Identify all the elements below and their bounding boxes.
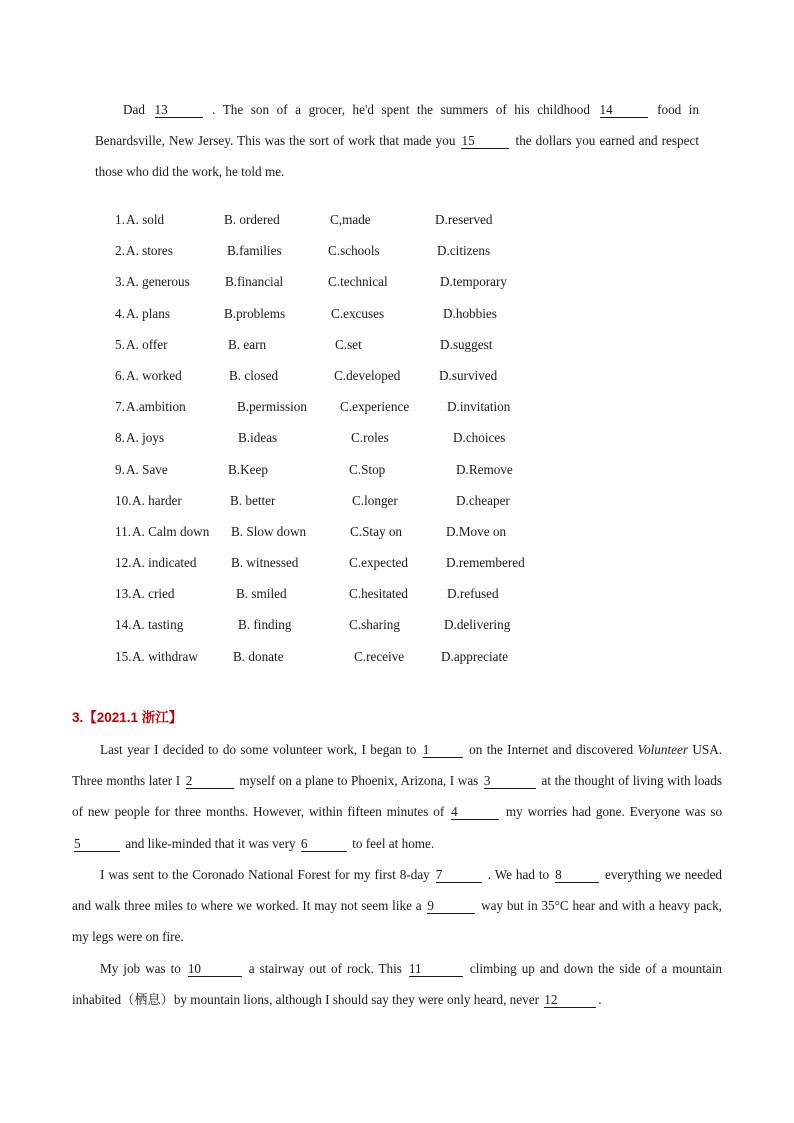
option-a[interactable]: A. Save bbox=[126, 461, 168, 477]
question-number: 9. bbox=[115, 461, 125, 477]
blank-13[interactable]: 13 bbox=[155, 103, 203, 118]
section-heading: 3.【2021.1 浙江】 bbox=[72, 710, 183, 725]
blank-3[interactable]: 3 bbox=[484, 774, 536, 789]
option-d[interactable]: D.hobbies bbox=[443, 305, 497, 321]
blank-1[interactable]: 1 bbox=[423, 743, 463, 758]
option-c[interactable]: C.excuses bbox=[331, 305, 385, 321]
option-a[interactable]: A.ambition bbox=[126, 399, 186, 415]
blank-11[interactable]: 11 bbox=[409, 962, 463, 977]
passage-paragraph-2: I was sent to the Coronado National Forest for my first 8-day 7 . We had to 8 everything we needed and walk three miles to where we worked. It may not seem like a 9 way but in 35°C hear and with a heavy pack, my legs were on fire. bbox=[72, 867, 723, 945]
option-d[interactable]: D.cheaper bbox=[456, 492, 510, 508]
option-d[interactable]: D.suggest bbox=[440, 336, 493, 352]
option-d[interactable]: D.citizens bbox=[437, 243, 491, 259]
option-a[interactable]: A. worked bbox=[126, 367, 182, 383]
option-c[interactable]: C.set bbox=[335, 336, 362, 352]
question-number: 7. bbox=[115, 399, 125, 415]
option-b[interactable]: B. ordered bbox=[224, 212, 280, 227]
option-d[interactable]: D.remembered bbox=[446, 555, 525, 571]
option-d[interactable]: D.Remove bbox=[456, 461, 513, 477]
option-b[interactable]: B. smiled bbox=[236, 586, 287, 602]
option-d[interactable]: D.Move on bbox=[446, 523, 507, 539]
blank-6[interactable]: 6 bbox=[301, 837, 347, 852]
option-c[interactable]: C.longer bbox=[352, 492, 398, 508]
blank-12[interactable]: 12 bbox=[544, 993, 596, 1008]
option-b[interactable]: B.permission bbox=[237, 399, 307, 415]
option-c[interactable]: C.developed bbox=[334, 367, 401, 383]
option-b[interactable]: B. witnessed bbox=[231, 555, 299, 571]
question-number: 11. bbox=[115, 523, 131, 539]
option-d[interactable]: D.survived bbox=[439, 367, 498, 383]
option-b[interactable]: B. finding bbox=[238, 617, 292, 633]
option-a[interactable]: A. withdraw bbox=[132, 648, 198, 664]
question-number: 2. bbox=[115, 243, 125, 259]
question-number: 12. bbox=[115, 555, 132, 571]
option-b[interactable]: B.ideas bbox=[238, 430, 278, 446]
option-b[interactable]: B.problems bbox=[224, 305, 286, 321]
option-c[interactable]: C.experience bbox=[340, 399, 410, 415]
blank-14[interactable]: 14 bbox=[600, 103, 648, 118]
option-d[interactable]: D.refused bbox=[447, 586, 499, 602]
option-c[interactable]: C.Stay on bbox=[350, 523, 403, 539]
question-number: 14. bbox=[115, 617, 132, 633]
question-number: 5. bbox=[115, 336, 125, 352]
option-d[interactable]: D.reserved bbox=[435, 212, 493, 227]
option-d[interactable]: D.delivering bbox=[444, 617, 511, 633]
option-b[interactable]: B.financial bbox=[225, 274, 284, 290]
option-b[interactable]: B. Slow down bbox=[231, 523, 307, 539]
option-b[interactable]: B.families bbox=[227, 243, 282, 259]
question-number: 3. bbox=[115, 274, 125, 290]
question-number: 8. bbox=[115, 430, 125, 446]
option-c[interactable]: C.technical bbox=[328, 274, 388, 290]
option-a[interactable]: A. indicated bbox=[132, 555, 197, 571]
option-a[interactable]: A. sold bbox=[126, 212, 165, 227]
option-b[interactable]: B. closed bbox=[229, 367, 279, 383]
option-b[interactable]: B. earn bbox=[228, 336, 267, 352]
option-a[interactable]: A. plans bbox=[126, 305, 170, 321]
option-a[interactable]: A. stores bbox=[126, 243, 173, 259]
passage-paragraph-3: My job was to 10 a stairway out of rock. This 11 climbing up and down the side of a mountain inhabited（栖息）by mountain lions, although I should say they were only heard, never 12 . bbox=[72, 961, 723, 1008]
intro-paragraph: Dad 13 . The son of a grocer, he'd spent the summers of his childhood 14 food in Benardsville, New Jersey. This was the sort of work that made you 15 the dollars you earned and respect those who did the work, he told me. bbox=[95, 102, 700, 180]
option-a[interactable]: A. offer bbox=[126, 336, 168, 352]
option-d[interactable]: D.choices bbox=[453, 430, 506, 446]
option-c[interactable]: C.hesitated bbox=[349, 586, 408, 602]
question-number: 1. bbox=[115, 212, 125, 227]
option-a[interactable]: A. generous bbox=[126, 274, 190, 290]
option-d[interactable]: D.appreciate bbox=[441, 648, 508, 664]
option-d[interactable]: D.temporary bbox=[440, 274, 508, 290]
question-number: 6. bbox=[115, 367, 125, 383]
option-a[interactable]: A. cried bbox=[132, 586, 175, 602]
blank-10[interactable]: 10 bbox=[188, 962, 242, 977]
option-b[interactable]: B.Keep bbox=[228, 461, 268, 477]
blank-9[interactable]: 9 bbox=[427, 899, 475, 914]
question-number: 10. bbox=[115, 492, 132, 508]
blank-15[interactable]: 15 bbox=[461, 134, 509, 149]
blank-7[interactable]: 7 bbox=[436, 868, 482, 883]
option-c[interactable]: C.schools bbox=[328, 243, 380, 259]
option-c[interactable]: C.sharing bbox=[349, 617, 400, 633]
question-number: 4. bbox=[115, 305, 125, 321]
question-number: 15. bbox=[115, 648, 132, 664]
question-number: 13. bbox=[115, 586, 132, 602]
option-c[interactable]: C,made bbox=[330, 212, 371, 227]
option-b[interactable]: B. donate bbox=[233, 648, 284, 664]
option-d[interactable]: D.invitation bbox=[447, 399, 511, 415]
option-c[interactable]: C.receive bbox=[354, 648, 405, 664]
blank-5[interactable]: 5 bbox=[74, 837, 120, 852]
option-c[interactable]: C.expected bbox=[349, 555, 408, 571]
passage-paragraph-1: Last year I decided to do some volunteer work, I began to 1 on the Internet and discovered Volunteer USA. Three months later I 2 myself on a plane to Phoenix, Arizona, I was 3 at the thought of living with loads of new people for three months. However, within fifteen minutes of 4 my worries had gone. Everyone was so 5 and like-minded that it was very 6 to feel at home. bbox=[72, 742, 723, 851]
option-c[interactable]: C.Stop bbox=[349, 461, 386, 477]
blank-4[interactable]: 4 bbox=[451, 805, 499, 820]
option-a[interactable]: A. Calm down bbox=[132, 523, 210, 539]
blank-2[interactable]: 2 bbox=[186, 774, 234, 789]
option-a[interactable]: A. tasting bbox=[132, 617, 184, 633]
option-c[interactable]: C.roles bbox=[351, 430, 389, 446]
option-a[interactable]: A. joys bbox=[126, 430, 165, 446]
option-a[interactable]: A. harder bbox=[132, 492, 182, 508]
option-b[interactable]: B. better bbox=[230, 492, 276, 508]
blank-8[interactable]: 8 bbox=[555, 868, 599, 883]
